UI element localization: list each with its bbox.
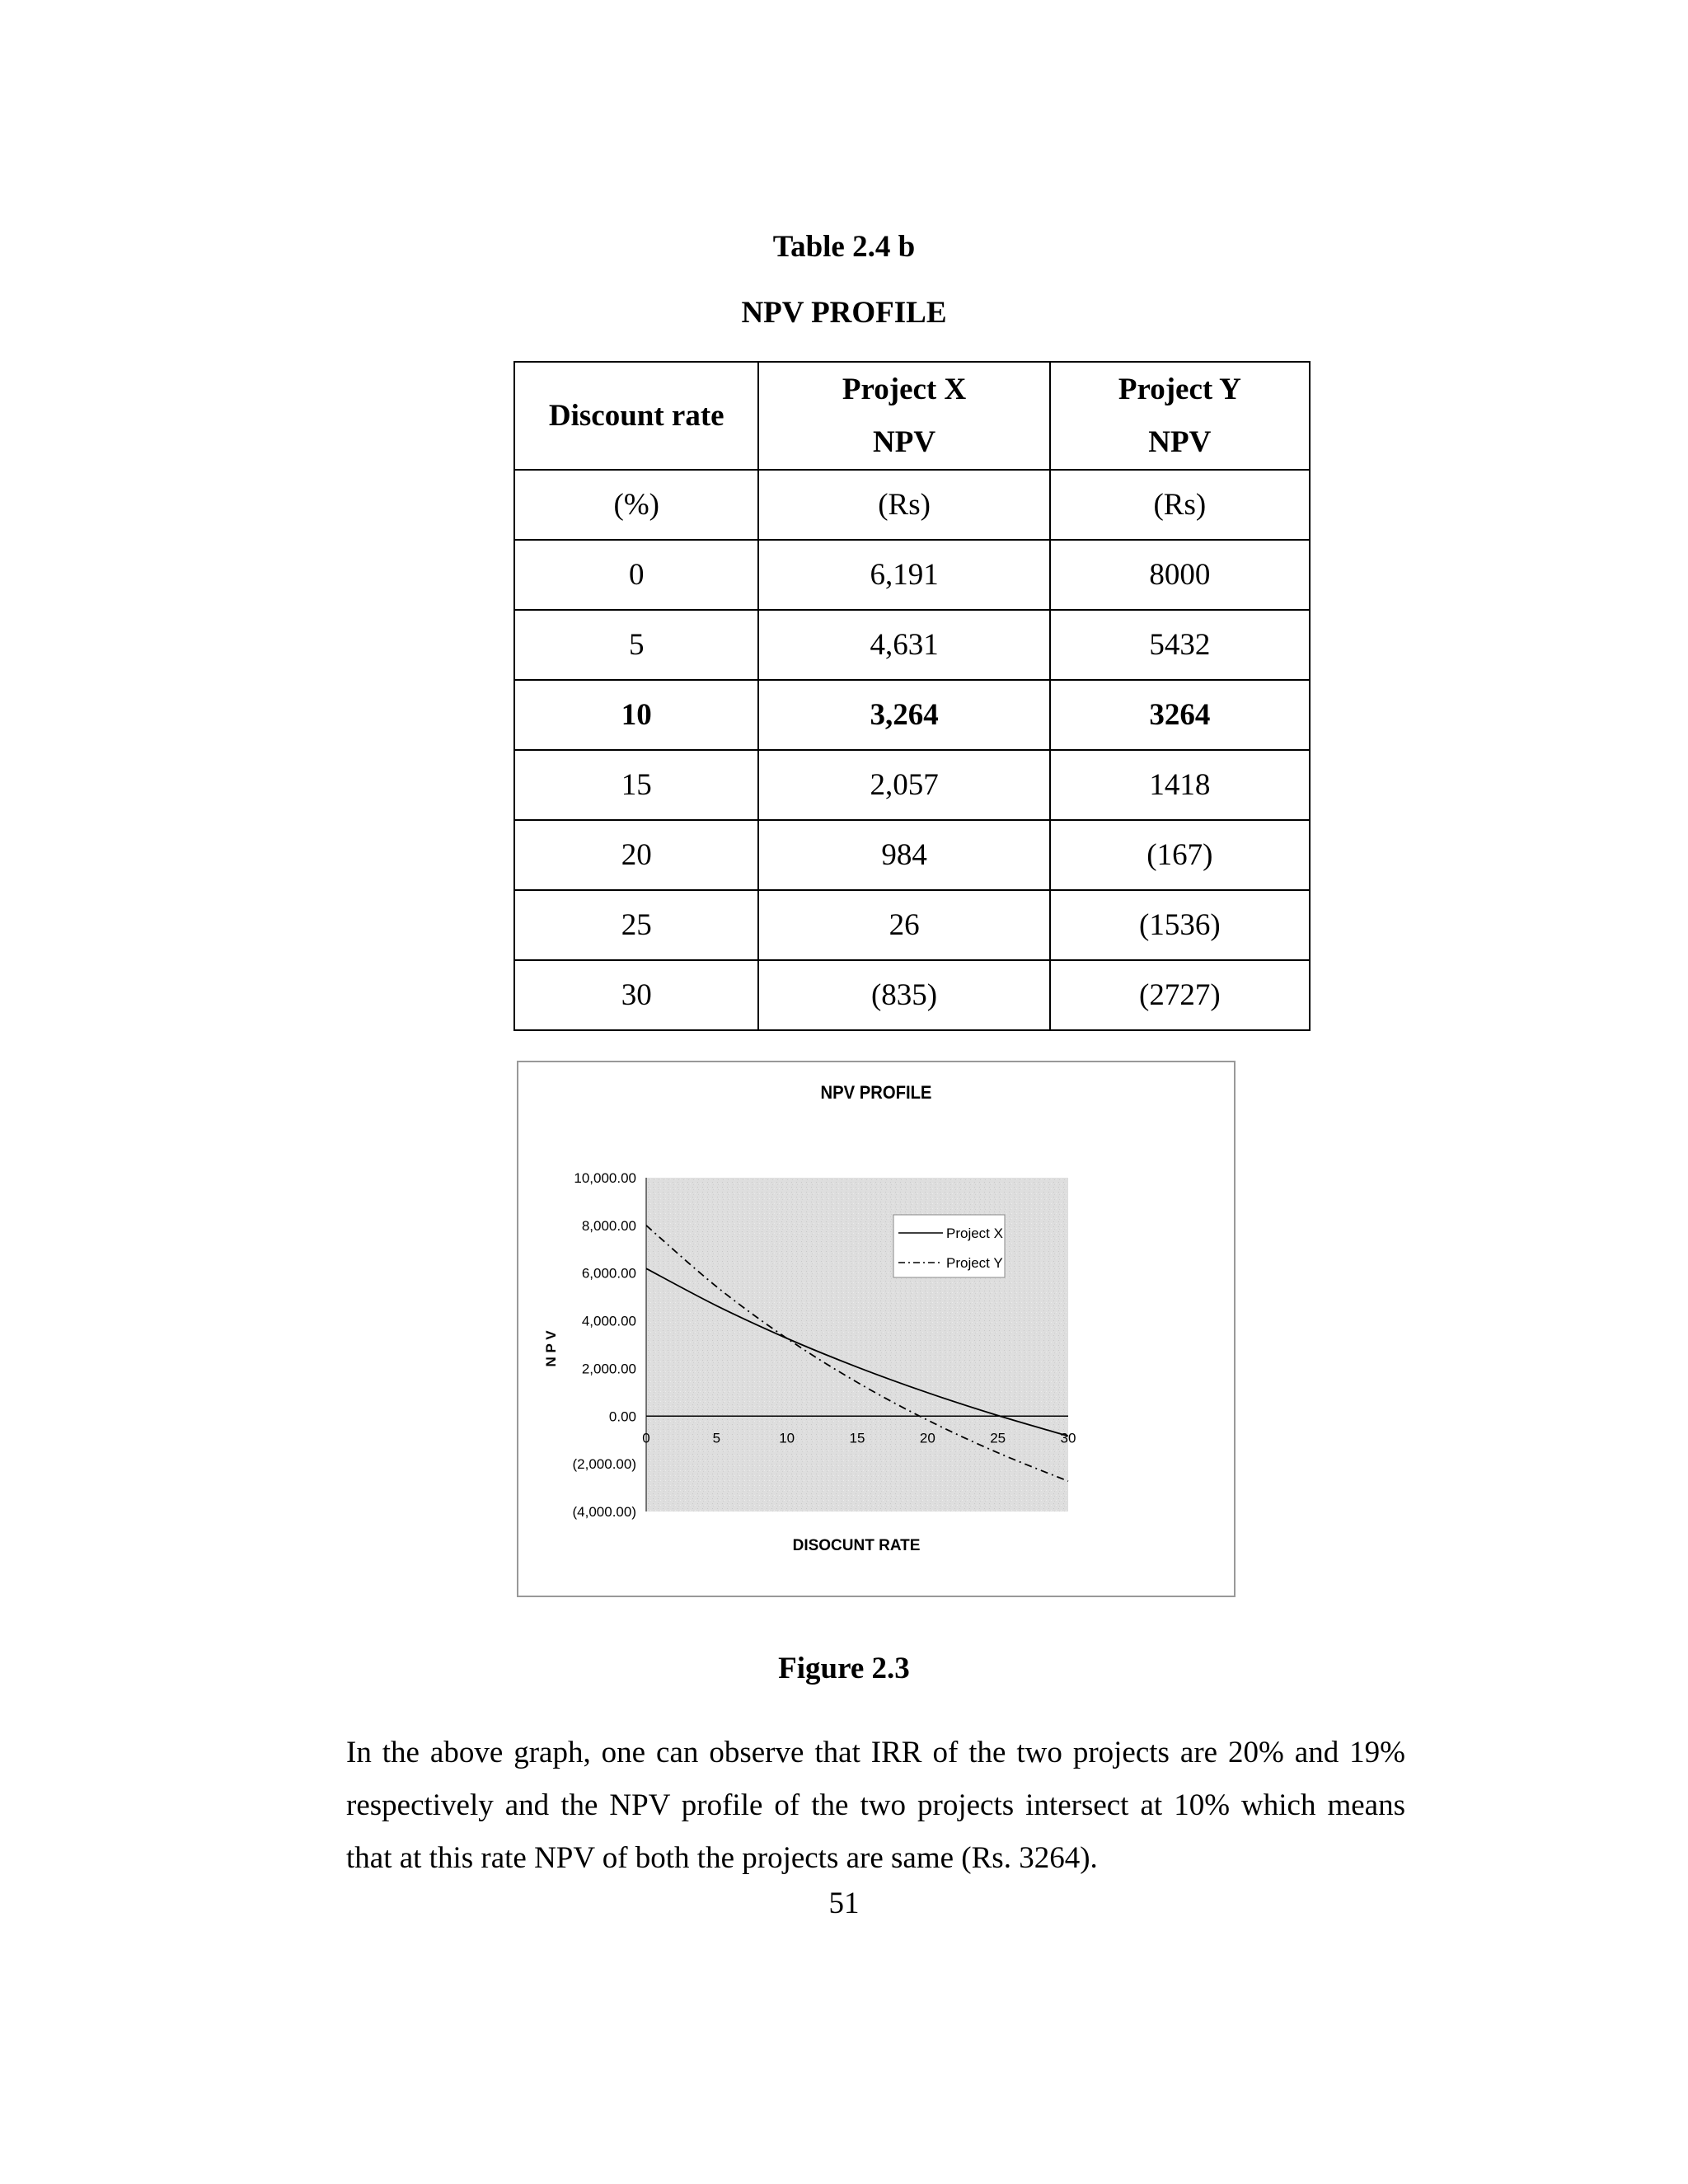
table-cell: (167): [1050, 820, 1310, 890]
table-cell: (835): [758, 960, 1049, 1030]
unit-cell: (Rs): [758, 470, 1049, 540]
figure-caption: Figure 2.3: [778, 1652, 910, 1685]
x-tick-label: 30: [1060, 1430, 1076, 1446]
x-tick-label: 10: [779, 1430, 795, 1446]
table-row: [514, 540, 1310, 610]
table-cell: 984: [758, 820, 1049, 890]
y-axis-label: N P V: [543, 1330, 559, 1367]
table-cell: 0: [514, 540, 758, 610]
header-project-y-line1: Project Y: [1118, 372, 1241, 406]
table-caption: Table 2.4 b: [772, 230, 916, 264]
table-cell: 30: [514, 960, 758, 1030]
table-units-row: [514, 470, 1310, 540]
table-cell: 5: [514, 610, 758, 680]
table-row: [514, 960, 1310, 1030]
npv-table: [513, 361, 1311, 1031]
header-project-x-line2: NPV: [873, 424, 936, 459]
table-row: [514, 680, 1310, 750]
y-tick-label: 10,000.00: [574, 1170, 636, 1186]
table-cell: 4,631: [758, 610, 1049, 680]
table-row: [514, 820, 1310, 890]
table-cell: 26: [758, 890, 1049, 960]
header-project-x: [758, 362, 1049, 470]
header-project-x-line1: Project X: [842, 372, 967, 406]
header-project-y-line2: NPV: [1148, 424, 1212, 459]
unit-cell: (%): [514, 470, 758, 540]
table-cell: 25: [514, 890, 758, 960]
header-project-y: [1050, 362, 1310, 470]
unit-cell: (Rs): [1050, 470, 1310, 540]
table-cell: 3264: [1050, 680, 1310, 750]
x-tick-label: 15: [849, 1430, 865, 1446]
table-cell: 8000: [1050, 540, 1310, 610]
legend-label-project-y: Project Y: [946, 1255, 1003, 1271]
header-discount-rate: Discount rate: [514, 362, 758, 470]
npv-chart-svg: [518, 1062, 1234, 1596]
table-cell: 2,057: [758, 750, 1049, 820]
x-tick-label: 25: [990, 1430, 1006, 1446]
table-header-row: [514, 362, 1310, 470]
table-cell: (2727): [1050, 960, 1310, 1030]
table-cell: 15: [514, 750, 758, 820]
table-cell: 3,264: [758, 680, 1049, 750]
table-row: [514, 890, 1310, 960]
table-cell: 6,191: [758, 540, 1049, 610]
table-cell: 20: [514, 820, 758, 890]
table-row: [514, 750, 1310, 820]
y-tick-label: 2,000.00: [581, 1361, 636, 1377]
chart-title: NPV PROFILE: [820, 1083, 932, 1104]
x-axis-label: DISOCUNT RATE: [792, 1537, 921, 1554]
legend-label-project-x: Project X: [946, 1226, 1003, 1241]
npv-chart: [517, 1061, 1236, 1597]
body-paragraph: In the above graph, one can observe that IRR of the two projects are 20% and 19% respectively and the NPV profile of the two projects intersect at 10% which means that at this rate NPV of both the projects are same (Rs. 3264).: [346, 1736, 1405, 1875]
x-tick-label: 5: [712, 1430, 721, 1446]
y-tick-label: 6,000.00: [581, 1265, 636, 1282]
table-cell: 5432: [1050, 610, 1310, 680]
table-cell: (1536): [1050, 890, 1310, 960]
y-tick-label: 0.00: [608, 1408, 636, 1425]
table-cell: 1418: [1050, 750, 1310, 820]
y-tick-label: (2,000.00): [572, 1456, 636, 1473]
y-tick-label: 8,000.00: [581, 1217, 636, 1234]
y-tick-label: (4,000.00): [572, 1504, 636, 1520]
y-tick-label: 4,000.00: [581, 1313, 636, 1329]
table-cell: 10: [514, 680, 758, 750]
page-number: 51: [828, 1886, 860, 1920]
x-tick-label: 20: [919, 1430, 935, 1446]
table-row: [514, 610, 1310, 680]
chart-legend: [893, 1215, 1005, 1277]
table-title: NPV PROFILE: [741, 296, 947, 330]
x-tick-label: 0: [642, 1430, 650, 1446]
